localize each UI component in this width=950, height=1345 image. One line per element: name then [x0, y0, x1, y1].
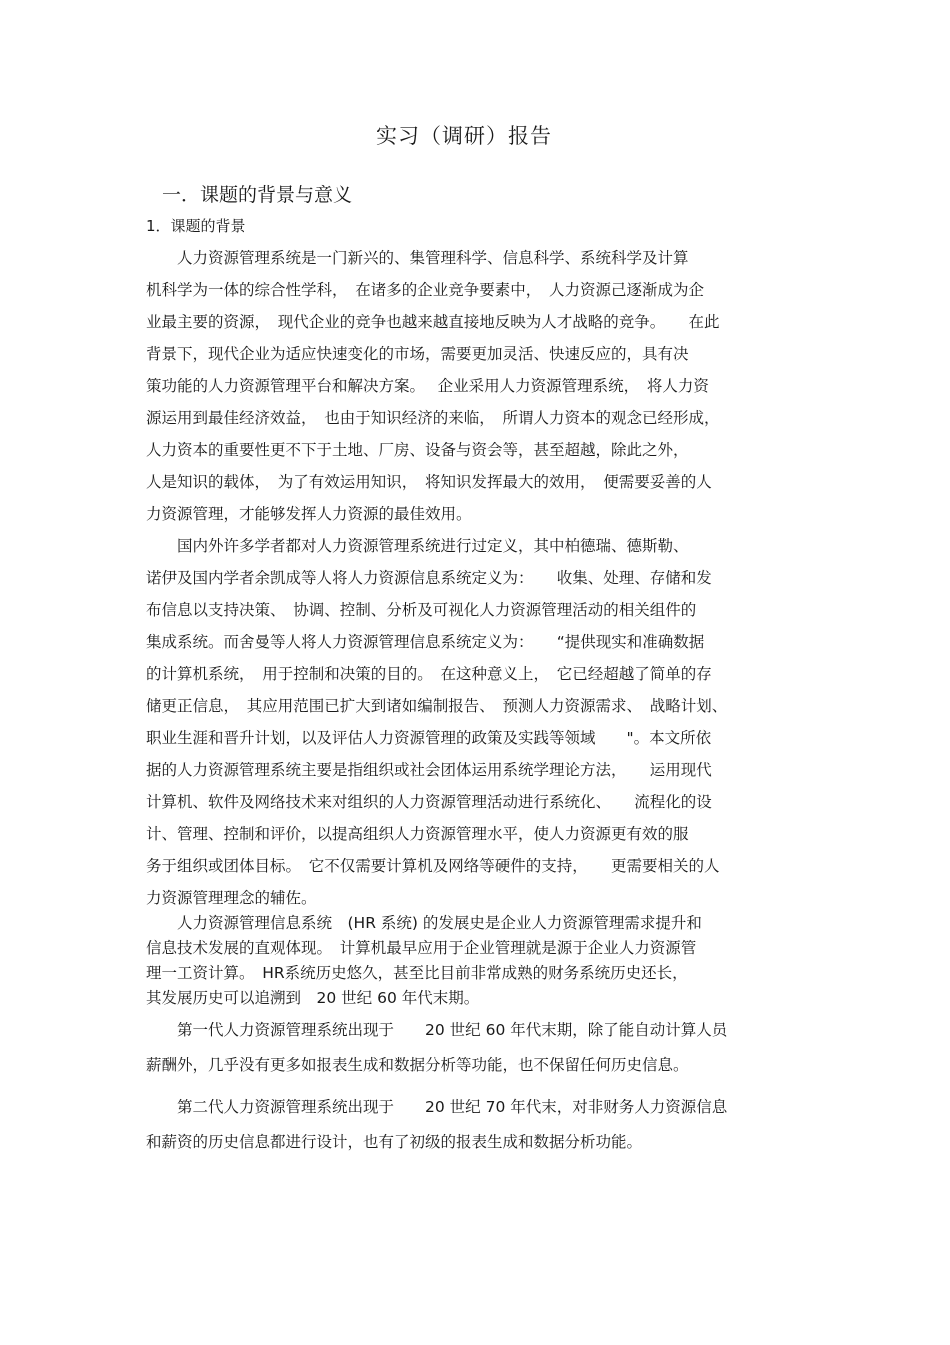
body-line: 业最主要的资源， 现代企业的竞争也越来越直接地反映为人才战略的竞争。 在此 [146, 313, 720, 331]
subsection-heading: 1．课题的背景 [146, 217, 246, 235]
body-line: 力资源管理理念的辅佐。 [146, 889, 317, 907]
body-line: 第一代人力资源管理系统出现于 20 世纪 60 年代末期，除了能自动计算人员 [146, 1021, 728, 1039]
body-line: 布信息以支持决策、 协调、控制、分析及可视化人力资源管理活动的相关组件的 [146, 601, 697, 619]
body-line: 人力资源管理系统是一门新兴的、集管理科学、信息科学、系统科学及计算 [146, 249, 689, 267]
body-line: 其发展历史可以追溯到 20 世纪 60 年代末期。 [146, 989, 480, 1007]
body-line: 第二代人力资源管理系统出现于 20 世纪 70 年代末，对非财务人力资源信息 [146, 1098, 728, 1116]
body-line: 薪酬外，几乎没有更多如报表生成和数据分析等功能，也不保留任何历史信息。 [146, 1056, 689, 1074]
body-line: 计、管理、控制和评价，以提高组织人力资源管理水平，使人力资源更有效的服 [146, 825, 689, 843]
body-line: 据的人力资源管理系统主要是指组织或社会团体运用系统学理论方法， 运用现代 [146, 761, 712, 779]
body-line: 人力资本的重要性更不下于土地、厂房、设备与资会等，甚至超越，除此之外， [146, 441, 689, 459]
body-line: 诺伊及国内学者余凯成等人将人力资源信息系统定义为： 收集、处理、存储和发 [146, 569, 712, 587]
body-line: 储更正信息， 其应用范围已扩大到诸如编制报告、 预测人力资源需求、 战略计划、 [146, 697, 728, 715]
body-line: 背景下，现代企业为适应快速变化的市场，需要更加灵活、快速反应的，具有决 [146, 345, 689, 363]
body-line: 务于组织或团体目标。 它不仅需要计算机及网络等硬件的支持， 更需要相关的人 [146, 857, 720, 875]
body-line: 计算机、软件及网络技术来对组织的人力资源管理活动进行系统化、 流程化的设 [146, 793, 712, 811]
body-line: 国内外许多学者都对人力资源管理系统进行过定义，其中柏德瑞、德斯勒、 [146, 537, 689, 555]
body-line: 机科学为一体的综合性学科， 在诸多的企业竞争要素中， 人力资源己逐渐成为企 [146, 281, 705, 299]
section-heading: 一．课题的背景与意义 [162, 184, 353, 206]
body-line: 人力资源管理信息系统 (HR 系统) 的发展史是企业人力资源管理需求提升和 [146, 914, 702, 932]
body-line: 的计算机系统， 用于控制和决策的目的。 在这种意义上， 它已经超越了简单的存 [146, 665, 712, 683]
body-line: 力资源管理，才能够发挥人力资源的最佳效用。 [146, 505, 472, 523]
body-line: 集成系统。而舍曼等人将人力资源管理信息系统定义为： “提供现实和准确数据 [146, 633, 705, 651]
body-line: 理一工资计算。 HR系统历史悠久，甚至比目前非常成熟的财务系统历史还长， [146, 964, 688, 982]
body-line: 源运用到最佳经济效益， 也由于知识经济的来临， 所谓人力资本的观念已经形成， [146, 409, 720, 427]
body-line: 人是知识的载体， 为了有效运用知识， 将知识发挥最大的效用， 便需要妥善的人 [146, 473, 712, 491]
body-line: 职业生涯和晋升计划，以及评估人力资源管理的政策及实践等领域 "。本文所依 [146, 729, 712, 747]
body-line: 信息技术发展的直观体现。 计算机最早应用于企业管理就是源于企业人力资源管 [146, 939, 697, 957]
body-line: 策功能的人力资源管理平台和解决方案。 企业采用人力资源管理系统， 将人力资 [146, 377, 709, 395]
document-title: 实习（调研）报告 [376, 124, 552, 148]
body-line: 和薪资的历史信息都进行设计，也有了初级的报表生成和数据分析功能。 [146, 1133, 643, 1151]
